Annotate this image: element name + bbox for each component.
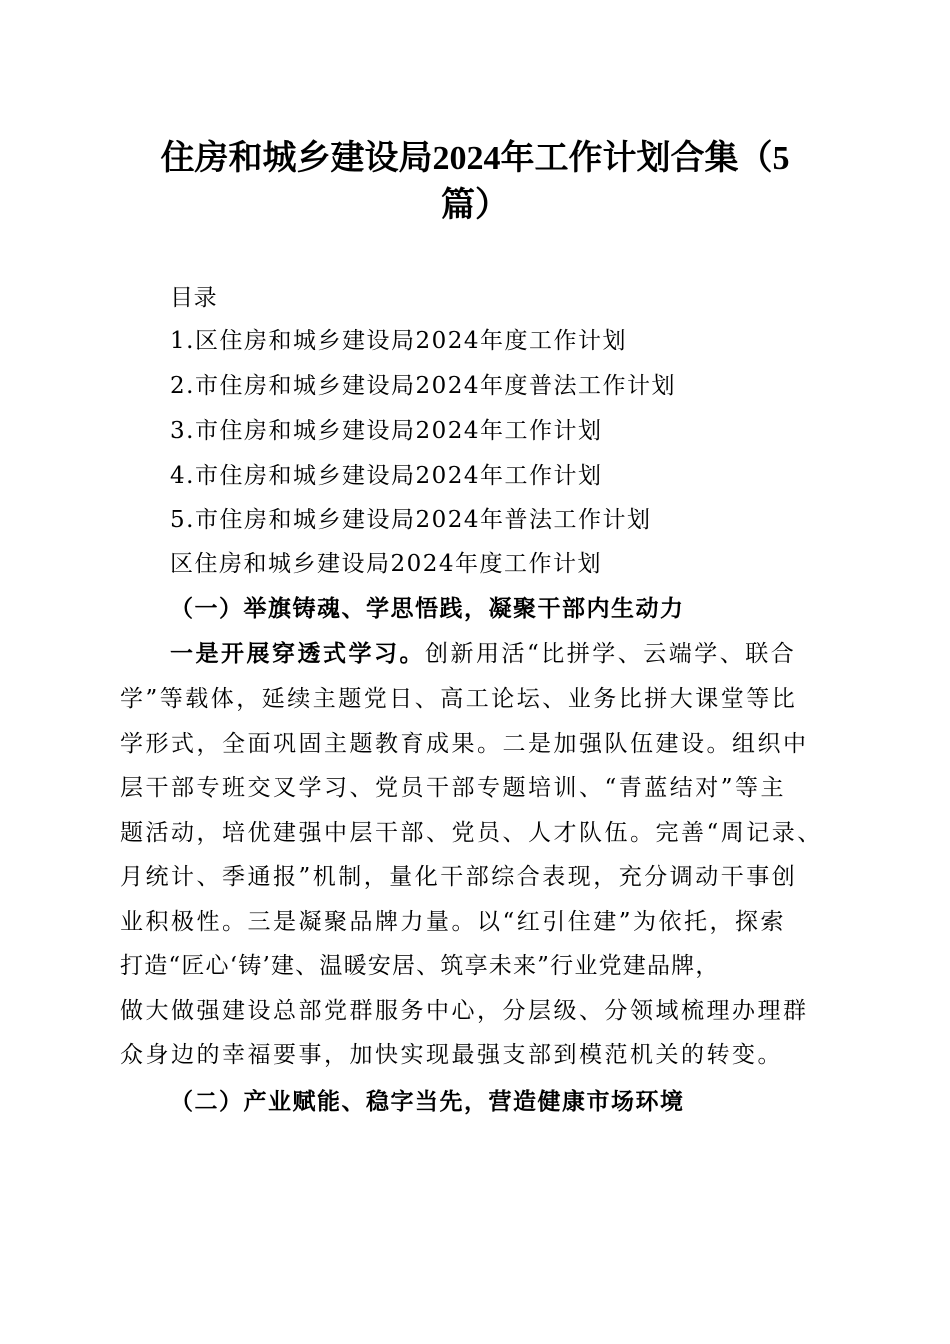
subheading-2: （二）产业赋能、稳字当先，营造健康市场环境	[170, 1088, 685, 1115]
paragraph-line: 学”等载体，延续主题党日、高工论坛、业务比拼大课堂等比	[120, 686, 798, 712]
toc-item: 4.市住房和城乡建设局2024年工作计划	[170, 463, 603, 489]
title-line-1: 住房和城乡建设局2024年工作计划合集（5	[160, 140, 790, 177]
toc-item: 3.市住房和城乡建设局2024年工作计划	[170, 418, 603, 444]
title-line-2: 篇）	[441, 187, 509, 224]
paragraph-line-rest: 创新用活“比拼学、云端学、联合	[425, 641, 797, 667]
paragraph-line: 层干部专班交叉学习、党员干部专题培训、“青蓝结对”等主	[120, 775, 787, 801]
paragraph-lead: 一是开展穿透式学习。	[170, 640, 425, 667]
paragraph-line: 题活动，培优建强中层干部、党员、人才队伍。完善“周记录、	[120, 820, 823, 846]
toc-heading: 目录	[170, 285, 218, 311]
paragraph-line: 打造“匠心‘铸’建、温暖安居、筑享未来”行业党建品牌，	[120, 953, 720, 979]
paragraph-line: 业积极性。三是凝聚品牌力量。以“红引住建”为依托，探索	[120, 909, 787, 935]
toc-item: 1.区住房和城乡建设局2024年度工作计划	[170, 328, 627, 354]
paragraph-line: 做大做强建设总部党群服务中心，分层级、分领域梳理办理群	[120, 998, 809, 1024]
toc-item: 2.市住房和城乡建设局2024年度普法工作计划	[170, 373, 676, 399]
paragraph-line: 月统计、季通报”机制，量化干部综合表现，充分调动干事创	[120, 864, 798, 890]
document-title	[110, 135, 840, 229]
section-title: 区住房和城乡建设局2024年度工作计划	[170, 551, 603, 577]
paragraph-line	[170, 639, 882, 669]
paragraph-line: 众身边的幸福要事，加快实现最强支部到模范机关的转变。	[120, 1042, 783, 1068]
subheading-1: （一）举旗铸魂、学思悟践，凝聚干部内生动力	[170, 595, 685, 622]
toc-item: 5.市住房和城乡建设局2024年普法工作计划	[170, 507, 652, 533]
paragraph-line: 学形式，全面巩固主题教育成果。二是加强队伍建设。组织中	[120, 731, 809, 757]
